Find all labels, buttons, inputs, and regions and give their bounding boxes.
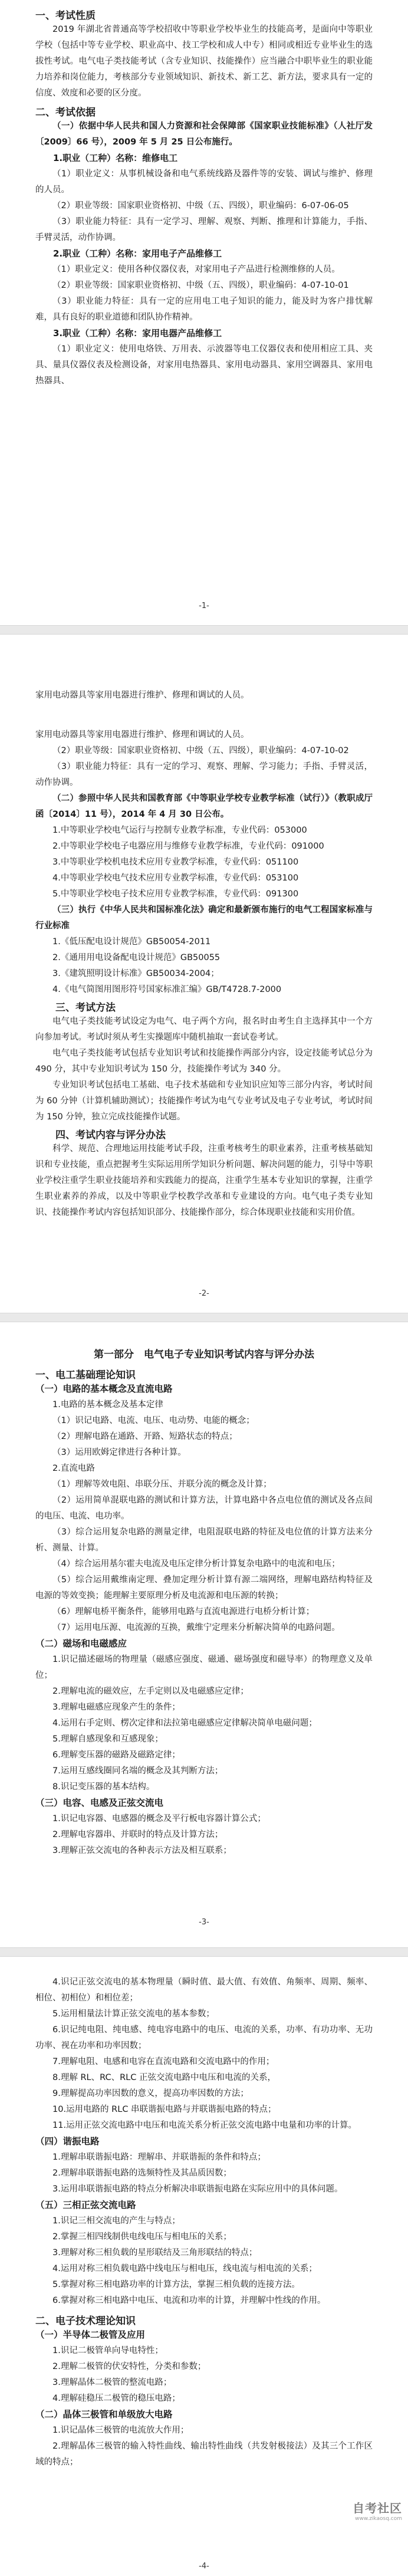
paragraph: （1）职业定义：使用电烙铁、万用表、示波器等电工仪器仪表和使用相应工具、夹具、量具仪器仪表及检测设备，对家用电热器具、家用电动器具、家用空调器具、家用电热器具、 xyxy=(35,344,373,386)
item-list xyxy=(35,1974,373,2134)
job-title: 2.职业（工种）名称：家用电子产品维修工 xyxy=(53,248,222,259)
list-item: （5）综合运用戴维南定理、叠加定理分析计算有源二端网络，理解电路结构特征及电源的等效变换；能理解主要原理分析及电流源和电压源的转换； xyxy=(35,1575,373,1601)
paragraph: （3）职业能力特征：具有一定的学习、观察、理解、学习能力；手指、手臂灵活，动作协调。 xyxy=(35,762,373,787)
paragraph: （1）职业定义：从事机械设备和电气系统线路及器件等的安装、调试与维护、修理的人员。 xyxy=(35,169,373,195)
list-item: 4.运用对称三相负载电路中线电压与相电压，线电流与相电流的关系； xyxy=(52,2264,317,2273)
list-item: 11.运用正弦交流电路中电压和电流关系分析正弦交流电路中电量和功率的计算。 xyxy=(52,2121,357,2130)
list-item: 6.理解变压器的磁路及磁路定律； xyxy=(52,1750,180,1760)
page-separator xyxy=(0,1313,408,1322)
list-item: 3.中等职业学校机电技术应用专业教学标准，专业代码：051100 xyxy=(52,857,299,867)
list-item: 4.《电气简图用图形符号国家标准汇编》GB/T4728.7-2000 xyxy=(52,985,282,994)
paragraph: 电气电子类技能考试设定为电气、电子两个方向，报名时由考生自主选择其中一个方向参加考试。考试时须从考生实操题库中随机抽取一套试卷考试。 xyxy=(35,1017,373,1042)
sub-title: （一）半导体二极管及应用 xyxy=(35,2329,146,2340)
list-item: 2.理解电流的磁效应，左手定则以及电磁感应定律； xyxy=(52,1687,249,1696)
list-item: 3.运用串联谐振电路的特点分析解决串联谐振电路在实际应用中的具体问题。 xyxy=(52,2184,343,2194)
list-item: 2.理解晶体三极管的输入特性曲线、输出特性曲线（共发射极接法）及其三个工作区域的特点； xyxy=(35,2442,373,2467)
list-item: 1.识记晶体三极管的电流放大作用； xyxy=(52,2426,189,2435)
paragraph: 专业知识考试包括电工基础、电子技术基础和专业知识应知等三部分内容，考试时间为 60 分钟（计算机辅助测试）；技能操作考试为电气专业考试及电子专业考试，考试时间为 150 分钟，独立完成技能操作试题。 xyxy=(35,1080,373,1122)
job-title: 3.职业（工种）名称：家用电器产品维修工 xyxy=(53,328,222,339)
list-item: 1.识记三相交流电的产生与特点； xyxy=(52,2216,180,2226)
page-number: -4- xyxy=(199,2562,209,2571)
paragraph: 家用电动器具等家用电器进行维护、修理和调试的人员。 xyxy=(35,691,249,700)
sub-title: （三）电容、电感及正弦交流电 xyxy=(35,1798,164,1808)
sub-title: （一）电路的基本概念及直流电路 xyxy=(35,1384,173,1394)
document-page-2 xyxy=(0,688,408,1313)
list-item: （3）运用欧姆定律进行各种计算。 xyxy=(52,1448,186,1457)
paragraph: （3）职业能力特征：具有一定的应用电工电子知识的能力，能及时为客户排忧解难，具有良好的职业道德和团队协作精神。 xyxy=(35,297,373,322)
section-title-content: 四、考试内容与评分办法 xyxy=(55,1129,166,1141)
list-item: （4）综合运用基尔霍夫电流及电压定律分析计算复杂电路中的电流和电压； xyxy=(52,1559,340,1569)
list-item: 5.运用相量法计算正弦交流电的基本参数； xyxy=(52,2009,215,2019)
list-item: 4.中等职业学校电气技术应用专业教学标准，专业代码：053100 xyxy=(52,873,299,883)
list-item: 1.中等职业学校电气运行与控制专业教学标准，专业代码：053000 xyxy=(52,826,307,835)
item-list xyxy=(35,1477,373,1636)
sub-title: （二）磁场和电磁感应 xyxy=(35,1638,127,1649)
list-item: 5.中等职业学校电子技术应用专业教学标准，专业代码：091300 xyxy=(52,889,299,899)
list-item: 5.理解自感现象和互感现象； xyxy=(52,1734,163,1744)
paragraph: 家用电动器具等家用电器进行维护、修理和调试的人员。 xyxy=(35,730,249,740)
list-item: 1.识记二极管单向导电特性； xyxy=(52,2346,163,2355)
list-item: 2.《通用用电设备配电设计规范》GB50055 xyxy=(52,953,221,962)
document-page-3 xyxy=(0,1322,408,1947)
item-title: 1.电路的基本概念及基本定律 xyxy=(52,1400,163,1409)
list-item: 7.运用互感线圈同名端的概念及其判断方法； xyxy=(52,1766,223,1776)
standard-list xyxy=(35,934,373,998)
list-item: 2.中等职业学校电子电器应用与维修专业教学标准，专业代码：091000 xyxy=(52,842,324,851)
item-list xyxy=(35,2343,373,2407)
section-title-nature: 一、考试性质 xyxy=(35,10,96,22)
list-item: 3.理解晶体二极管的整流电路； xyxy=(52,2378,172,2387)
list-item: 9.理解提高功率因数的意义，提高功率因数的方法； xyxy=(52,2089,249,2098)
page-separator xyxy=(0,625,408,635)
sub-title: （一）依据中华人民共和国人力资源和社会保障部《国家职业技能标准》（人社厅发〔2009〕66 号），2009 年 5 月 25 日公布施行。 xyxy=(35,121,373,147)
paragraph: 2019 年湖北省普通高等学校招收中等职业学校毕业生的技能高考，是面向中等职业学校（包括中等专业学校、职业高中、技工学校和成人中专）相同或相近专业毕业生的选拔性考试。电气电子类技能考试（含专业知识、技能操作）应当融合中职毕业生的职业能力培养和岗位能力，考核部分专业领域知识、新技术、新工艺、新方法，要求具有一定的信度、效度和必要的区分度。 xyxy=(35,25,373,98)
list-item: 1.识记描述磁场的物理量（磁感应强度、磁通、磁场强度和磁导率）的物理意义及单位； xyxy=(35,1655,373,1680)
list-item: （7）运用电压源、电流源的互换，戴维宁定理来分析解决简单的电路问题。 xyxy=(52,1623,340,1632)
document-page-4 xyxy=(0,1957,408,2576)
section-title-basis: 二、考试依据 xyxy=(35,107,96,119)
section-title-electronics: 二、电子技术理论知识 xyxy=(35,2315,136,2327)
paragraph: （3）职业能力特征：具有一定学习、理解、观察、判断、推理和计算能力，手指、手臂灵活，动作协调。 xyxy=(35,217,373,242)
document-page-1 xyxy=(0,0,408,625)
list-item: （2）理解电路在通路、开路、短路状态的特点； xyxy=(52,1432,238,1441)
sub-title: （二）参照中华人民共和国教育部《中等职业学校专业教学标准（试行）》（教职成厅函〔2014〕11 号），2014 年 4 月 30 日公布。 xyxy=(35,794,373,819)
part-title: 第一部分 电气电子专业知识考试内容与评分办法 xyxy=(94,1349,314,1361)
list-item: （6）理解电桥平衡条件，能够用电路与直流电源进行电桥分析计算； xyxy=(52,1607,315,1616)
item-list xyxy=(35,1811,373,1859)
item-list xyxy=(35,1413,373,1461)
item-title: 2.直流电路 xyxy=(52,1464,95,1473)
list-item: 2.理解串联谐振电路的选频特性及其品质因数； xyxy=(52,2168,232,2178)
list-item: 1.识记电容器、电感器的概念及平行板电容器计算公式； xyxy=(52,1814,266,1823)
list-item: （1）识记电路、电流、电压、电动势、电能的概念； xyxy=(52,1416,255,1425)
section-title-circuit-theory: 一、电工基础理论知识 xyxy=(35,1369,136,1381)
paragraph: 科学、规范、合理地运用技能考试手段，注重考核考生的职业素养，注重考核基础知识和专业技能，重点把握考生实际运用所学知识分析问题、解决问题的能力，引导中等职业学校注重学生职业技能培养和实践能力的提高，注重学生基本专业知识的掌握，注重学生职业素养的养成，以及中等职业学校教学改革和专业建设的方向。电气电子类专业知识、技能操作考试内容包括知识部分、技能操作部分，综合体现职业技能和实用价值。 xyxy=(35,1144,373,1217)
watermark-url: www.zikaosq.com xyxy=(355,2516,402,2522)
page-number: -2- xyxy=(199,1289,209,1298)
paragraph: （2）职业等级：国家职业资格初、中级（五、四级），职业编码：4-07-10-01 xyxy=(52,281,349,290)
list-item: 3.理解对称三相负载的星形联结及三角形联结的特点； xyxy=(52,2248,258,2258)
site-watermark-logo xyxy=(353,2499,402,2522)
sub-title: （二）晶体三极管和单级放大电路 xyxy=(35,2409,173,2420)
item-list xyxy=(35,1652,373,1795)
list-item: （1）理解等效电阻、串联分压、并联分流的概念及计算； xyxy=(52,1480,272,1489)
list-item: （2）运用简单混联电路的测试和计算方法，计算电路中各点电位值的测试及各点间的电压、电流、电功率。 xyxy=(35,1496,373,1521)
list-item: 8.识记变压器的基本结构。 xyxy=(52,1782,155,1792)
list-item: 2.掌握三相四线制供电线电压与相电压的关系； xyxy=(52,2232,232,2242)
item-list xyxy=(35,2423,373,2470)
list-item: 6.掌握对称三相电路中电压、电流和功率的计算，并理解中性线的作用。 xyxy=(52,2296,326,2305)
list-item: 3.理解正弦交流电的各种表示方法及相互联系； xyxy=(52,1846,232,1855)
page-separator xyxy=(0,1947,408,1957)
watermark-brand: 自考社区 xyxy=(353,2501,402,2515)
paragraph: （2）职业等级：国家职业资格初、中级（五、四级），职业编码：6-07-06-05 xyxy=(52,201,349,211)
section-title-method: 三、考试方法 xyxy=(55,1002,116,1014)
paragraph: （2）职业等级：国家职业资格初、中级（五、四级），职业编码：4-07-10-02 xyxy=(52,746,349,755)
list-item: 3.理解电磁感应现象产生的条件； xyxy=(52,1703,180,1712)
sub-title: （五）三相正弦交流电路 xyxy=(35,2200,136,2210)
page-number: -3- xyxy=(199,1918,209,1927)
sub-title: （四）谐振电路 xyxy=(35,2136,100,2147)
list-item: 4.运用右手定则、楞次定律和法拉第电磁感应定律解决简单电磁问题； xyxy=(52,1719,317,1728)
major-list xyxy=(35,823,373,902)
paragraph: （1）职业定义：使用各种仪器仪表，对家用电子产品进行检测维修的人员。 xyxy=(52,265,340,274)
list-item: 1.理解串联谐振电路：理解串、并联谐振的条件和特点； xyxy=(52,2153,266,2162)
list-item: 4.理解硅稳压二极管的稳压电路； xyxy=(52,2394,180,2403)
item-list xyxy=(35,2213,373,2309)
page-number: -1- xyxy=(199,602,209,610)
paragraph: 电气电子类技能考试包括专业知识考试和技能操作两部分内容，设定技能考试总分为 490 分，其中专业知识考试为 150 分，技能操作考试为 340 分。 xyxy=(35,1049,373,1074)
item-list xyxy=(35,2150,373,2197)
list-item: 10.运用电路的 RLC 串联谐振电路与并联谐振电路的特点； xyxy=(52,2105,277,2114)
sub-title: （三）执行《中华人民共和国标准化法》确定和最新颁布施行的电气工程国家标准与行业标准 xyxy=(35,905,373,931)
job-title: 1.职业（工种）名称：维修电工 xyxy=(53,153,178,163)
list-item: 3.《建筑照明设计标准》GB50034-2004； xyxy=(52,969,219,978)
list-item: 6.识记纯电阻、纯电感、纯电容电路中的电压、电流的关系，功率、有功功率、无功功率、视在功率和功率因数； xyxy=(35,2025,373,2051)
list-item: 2.理解二极管的伏安特性，分类和参数； xyxy=(52,2362,206,2371)
list-item: 8.理解 RL、RC、RLC 正弦交流电路中电压和电流的关系， xyxy=(52,2073,276,2082)
list-item: 5.掌握对称三相电路功率的计算方法，掌握三相负载的连接方法。 xyxy=(52,2280,300,2289)
list-item: 1.《低压配电设计规范》GB50054-2011 xyxy=(52,937,211,947)
list-item: 7.理解电阻、电感和电容在直流电路和交流电路中的作用； xyxy=(52,2057,275,2066)
list-item: （3）综合运用复杂电路的测量定律，电阻混联电路的特征及电位值的计算方法来分析、测量、计算。 xyxy=(35,1527,373,1553)
list-item: 2.理解电容器串、并联时的特点及计算方法； xyxy=(52,1830,223,1839)
list-item: 4.识记正弦交流电的基本物理量（瞬时值、最大值、有效值、角频率、周期、频率、相位、初相位）和相位差； xyxy=(35,1977,373,2003)
